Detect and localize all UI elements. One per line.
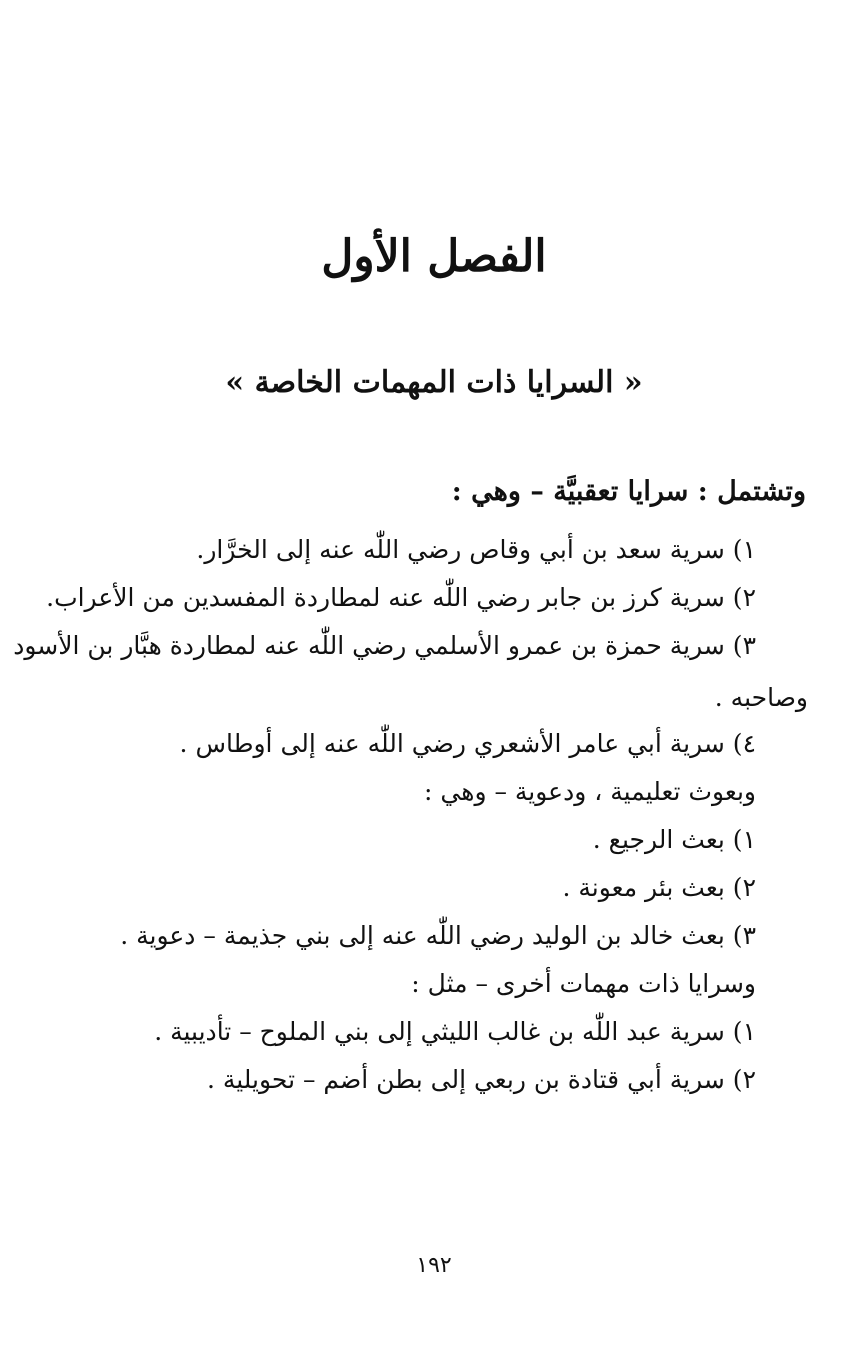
intro-line: وتشتمل : سرايا تعقبيَّة – وهي :: [451, 476, 806, 507]
section-title: « السرايا ذات المهمات الخاصة »: [225, 365, 643, 400]
list-item: ٣) سرية حمزة بن عمرو الأسلمي رضي اللّٰه عنه لمطاردة هبَّار بن الأسود: [13, 631, 756, 660]
list-item: ١) سرية سعد بن أبي وقاص رضي اللّٰه عنه إلى الخرَّار.: [196, 535, 756, 564]
list-item: ٢) بعث بئر معونة .: [562, 873, 756, 902]
list-item-continuation: وصاحبه .: [714, 683, 808, 712]
list-item: ٢) سرية كرز بن جابر رضي اللّٰه عنه لمطاردة المفسدين من الأعراب.: [46, 583, 756, 612]
list-item: ٤) سرية أبي عامر الأشعري رضي اللّٰه عنه إلى أوطاس .: [179, 729, 756, 758]
list-item: ٢) سرية أبي قتادة بن ربعي إلى بطن أضم – تحويلية .: [206, 1065, 756, 1094]
page-number: ١٩٢: [416, 1253, 452, 1278]
list-item: ٣) بعث خالد بن الوليد رضي اللّٰه عنه إلى بني جذيمة – دعوية .: [120, 921, 756, 950]
chapter-title: الفصل الأول: [321, 231, 547, 282]
group-heading: وبعوث تعليمية ، ودعوية – وهي :: [424, 777, 756, 806]
list-item: ١) بعث الرجيع .: [592, 825, 756, 854]
list-item: ١) سرية عبد اللّٰه بن غالب الليثي إلى بني الملوح – تأديبية .: [154, 1017, 756, 1046]
group-heading: وسرايا ذات مهمات أخرى – مثل :: [411, 969, 756, 998]
